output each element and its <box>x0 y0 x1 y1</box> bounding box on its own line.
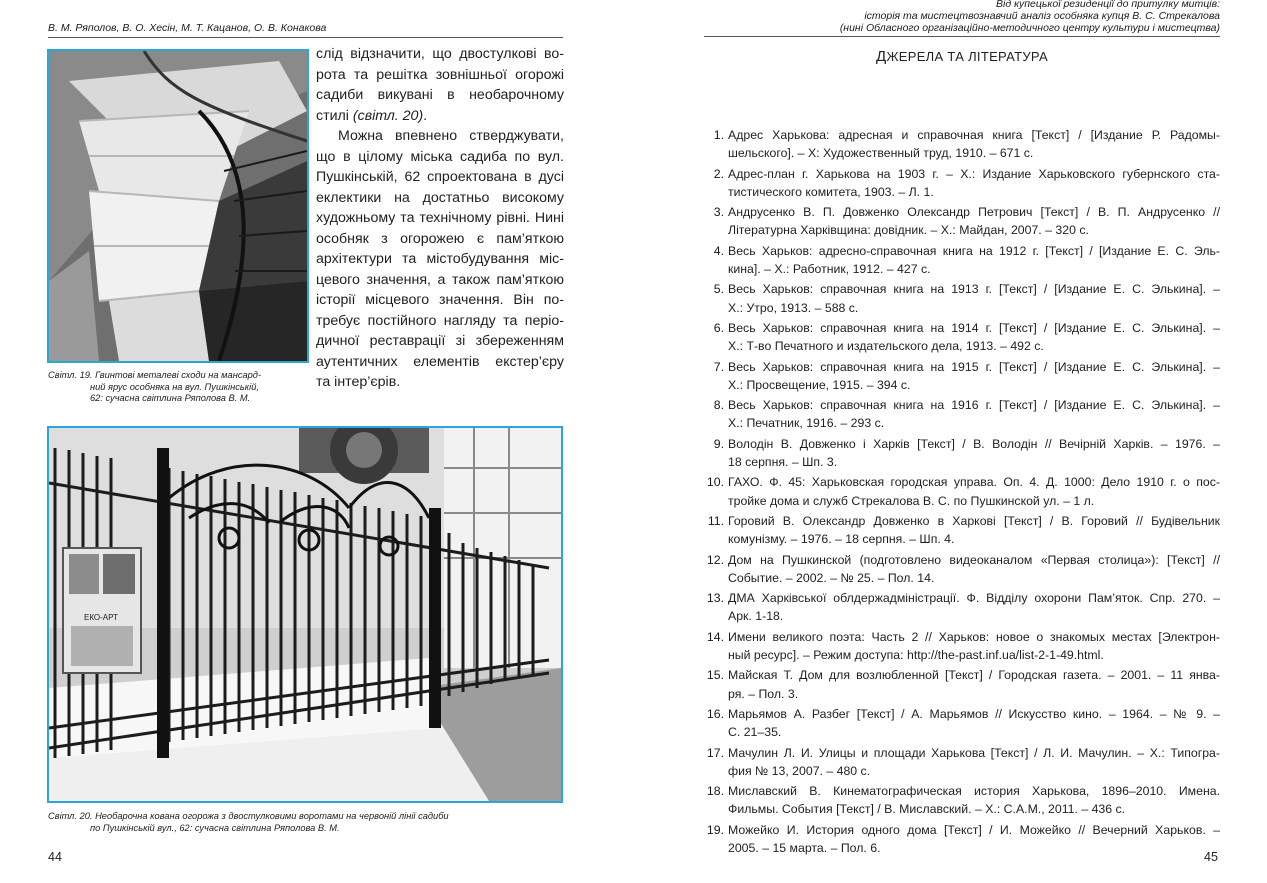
body-line: еклектики на достатньо високому <box>316 189 564 206</box>
reference-list <box>700 126 1220 859</box>
reference-line: С. 21–35. <box>728 725 782 740</box>
reference-number: 7. <box>713 359 724 374</box>
photo-caption-19 <box>48 370 261 405</box>
body-line: аутентичних елементів екстер’єру <box>316 353 564 370</box>
header-line: Від купецької резиденції до притулку митців: <box>996 0 1220 10</box>
body-line: дичної реставрації зі збереженням <box>316 333 564 349</box>
header-line: (нині Обласного організаційно-методичного центру культури і мистецтва) <box>839 22 1220 34</box>
title-initial: Д <box>876 48 887 65</box>
reference-line: Х.: Т-во Печатного и издательского дела, 1913. – 492 с. <box>728 339 1044 354</box>
reference-number: 13. <box>706 591 724 606</box>
running-header-authors: В. М. Ряполов, В. О. Хесін, М. Т. Кацанов, О. В. Конакова <box>48 22 327 34</box>
page-number: 44 <box>48 850 62 864</box>
reference-item <box>700 165 1220 201</box>
reference-number: 10. <box>706 475 724 490</box>
right-page <box>634 0 1267 883</box>
left-page <box>0 0 633 883</box>
reference-item <box>700 280 1220 316</box>
reference-line: Володін В. Довженко і Харків [Текст] / В. Володін // Вечірній Харків. – 1976. – <box>728 436 1220 451</box>
reference-number: 16. <box>706 706 724 721</box>
reference-item <box>700 435 1220 471</box>
reference-line: Дом на Пушкинской (подготовлено видеоканалом «Первая столица»): [Текст] // <box>728 552 1220 567</box>
reference-item <box>700 358 1220 394</box>
body-line: садиби викувані в необарочному <box>316 87 564 103</box>
reference-line: ный ресурс]. – Режим доступа: http://the-past.inf.ua/list-2-1-49.html. <box>728 647 1104 662</box>
body-line: що в цілому міська садиба по вул. <box>316 148 564 165</box>
body-line: требує постійного нагляду та періо- <box>316 312 564 329</box>
body-paragraph <box>316 44 564 393</box>
reference-line: шельского]. – Х: Художественный труд, 1910. – 671 с. <box>728 146 1034 161</box>
reference-line: Миславский В. Кинематографическая история Харькова, 1896–2010. Имена. <box>728 784 1220 799</box>
reference-item <box>700 666 1220 702</box>
reference-item <box>700 744 1220 780</box>
poster-text: ЕКО-АРТ <box>84 613 118 622</box>
reference-line: 18 серпня. – Шп. 3. <box>728 454 838 469</box>
reference-line: Х.: Просвещение, 1915. – 394 с. <box>728 377 911 392</box>
reference-number: 9. <box>713 436 724 451</box>
reference-item <box>700 512 1220 548</box>
reference-line: фия № 13, 2007. – 480 с. <box>728 763 871 778</box>
reference-line: Андрусенко В. П. Довженко Олександр Петрович [Текст] / В. П. Андрусенко // <box>728 205 1220 220</box>
title-rest: ЖЕРЕЛА ТА ЛІТЕРАТУРА <box>886 49 1048 64</box>
reference-item <box>700 319 1220 355</box>
reference-number: 1. <box>713 128 724 142</box>
body-line: цевого значення, а також пам’яткою <box>316 271 564 288</box>
reference-number: 18. <box>706 784 724 799</box>
reference-line: Весь Харьков: справочная книга на 1913 г. [Текст] / [Издание Е. С. Элькина]. – <box>728 282 1220 297</box>
reference-line: Х.: Печатник, 1916. – 293 с. <box>728 416 885 431</box>
reference-item <box>700 551 1220 587</box>
body-line: слід відзначити, що двостулкові во- <box>316 46 564 62</box>
body-line: особняк з огорожею є пам’яткою <box>316 230 564 247</box>
reference-line: Арк. 1-18. <box>728 609 784 624</box>
caption-line: Світл. 19. Гвинтові металеві сходи на мансард- <box>48 370 262 380</box>
wrought-iron-fence-photo <box>47 426 563 803</box>
reference-item <box>700 126 1220 162</box>
reference-line: тистического комитета, 1903. – Л. 1. <box>728 184 934 199</box>
reference-line: ря. – Пол. 3. <box>728 686 799 701</box>
page-number: 45 <box>1204 850 1218 864</box>
reference-line: Мачулин Л. И. Улицы и площади Харькова [Текст] / Л. И. Мачулин. – Х.: Типогра- <box>728 745 1220 760</box>
reference-line: Горовий В. Олександр Довженко в Харкові [Текст] / В. Горовий // Будівельник <box>728 513 1220 528</box>
reference-line: Марьямов А. Разбег [Текст] / А. Марьямов // Искусство кино. – 1964. – № 9. – <box>728 706 1220 721</box>
reference-number: 5. <box>713 282 724 297</box>
caption-line: 62: сучасна світлина Ряполова В. М. <box>90 393 251 403</box>
reference-line: Адрес Харькова: адресная и справочная книга [Текст] / [Издание Р. Радомы- <box>728 128 1220 142</box>
reference-line: кина]. – Х.: Работник, 1912. – 427 с. <box>728 261 931 276</box>
reference-number: 19. <box>706 822 724 837</box>
reference-line: Можейко И. История одного дома [Текст] / И. Можейко // Вечерний Харьков. – <box>728 822 1220 837</box>
reference-item <box>700 396 1220 432</box>
reference-item <box>700 203 1220 239</box>
reference-item <box>700 628 1220 664</box>
reference-line: ГАХО. Ф. 45: Харьковская городская управа. Оп. 4. Д. 1000: Дело 1910 г. о пос- <box>728 475 1220 490</box>
body-line: історії місцевого значення. Він по- <box>316 292 564 308</box>
body-line <box>316 106 564 127</box>
reference-number: 11. <box>707 513 724 528</box>
reference-line: комунізму. – 1976. – 18 серпня. – Шп. 4. <box>728 532 955 547</box>
reference-line: ДМА Харківської облдержадміністрації. Ф. Відділу охорони Пам’яток. Спр. 270. – <box>728 591 1220 606</box>
header-rule <box>48 37 563 38</box>
reference-number: 14. <box>706 629 724 644</box>
body-text: . <box>423 107 428 124</box>
reference-number: 4. <box>713 243 724 258</box>
reference-item <box>700 782 1220 818</box>
reference-item <box>700 589 1220 625</box>
reference-item <box>700 242 1220 278</box>
reference-line: Имени великого поэта: Часть 2 // Харьков: новое о знакомых местах [Электрон- <box>728 629 1220 644</box>
reference-line: Весь Харьков: справочная книга на 1916 г. [Текст] / [Издание Е. С. Элькина]. – <box>728 398 1220 413</box>
body-line: Можна впевнено стверджувати, <box>338 128 564 144</box>
header-line: історія та мистецтвознавчий аналіз особняка купця В. С. Стрекалова <box>864 10 1220 22</box>
reference-item <box>700 821 1220 857</box>
reference-number: 15. <box>706 668 724 683</box>
reference-line: Весь Харьков: адресно-справочная книга на 1912 г. [Текст] / [Издание Е. С. Эль- <box>728 243 1220 258</box>
reference-number: 3. <box>713 205 724 220</box>
reference-number: 17. <box>706 745 724 760</box>
caption-line: ний ярус особняка на вул. Пушкінській, <box>90 381 259 392</box>
body-line: архітектури та містобудування міс- <box>316 251 564 267</box>
reference-line: Весь Харьков: справочная книга на 1914 г. [Текст] / [Издание Е. С. Элькина]. – <box>728 320 1220 335</box>
reference-line: 2005. – 15 марта. – Пол. 6. <box>728 840 881 855</box>
photo-caption-20 <box>48 811 449 834</box>
body-line: художньому та технічному рівні. Нині <box>316 210 564 226</box>
reference-line: Адрес-план г. Харькова на 1903 г. – Х.: Издание Харьковского губернского ста- <box>728 166 1220 181</box>
body-line: рота та решітка зовнішньої огорожі <box>316 66 564 83</box>
reference-line: Літературна Харківщина: довідник. – Х.: Майдан, 2007. – 320 с. <box>728 223 1089 238</box>
section-title <box>704 48 1220 65</box>
reference-number: 12. <box>706 552 724 567</box>
reference-line: Весь Харьков: справочная книга на 1915 г. [Текст] / [Издание Е. С. Элькина]. – <box>728 359 1220 374</box>
reference-line: Фильмы. События [Текст] / В. Миславский. – Х.: С.А.М., 2011. – 436 с. <box>728 802 1126 817</box>
running-header-title <box>840 0 1220 34</box>
spiral-staircase-image <box>49 51 307 361</box>
caption-line: по Пушкінській вул., 62: сучасна світлина Ряполова В. М. <box>90 822 340 833</box>
photo-reference: (світл. 20) <box>348 107 424 124</box>
reference-item <box>700 473 1220 509</box>
reference-line: Х.: Утро, 1913. – 588 с. <box>728 300 859 315</box>
body-line: Пушкінській, 62 спроектована в дусі <box>316 169 564 185</box>
body-line: та інтер’єрів. <box>316 374 401 390</box>
reference-line: Событие. – 2002. – № 25. – Пол. 14. <box>728 570 935 585</box>
reference-item <box>700 705 1220 741</box>
reference-number: 8. <box>713 398 724 413</box>
wrought-iron-fence-image <box>49 428 561 801</box>
spiral-staircase-photo <box>47 49 309 363</box>
body-text: стилі <box>316 107 349 124</box>
reference-number: 2. <box>713 166 724 181</box>
header-rule <box>704 36 1220 37</box>
caption-line: Світл. 20. Необарочна кована огорожа з двостулковими воротами на червоній лінії садиби <box>48 811 449 821</box>
reference-line: тройке дома и служб Стрекалова В. С. по Пушкинской ул. – 1 л. <box>728 493 1095 508</box>
reference-line: Майская Т. Дом для возлюбленной [Текст] / Городская газета. – 2001. – 11 янва- <box>728 668 1220 683</box>
reference-number: 6. <box>713 320 724 335</box>
